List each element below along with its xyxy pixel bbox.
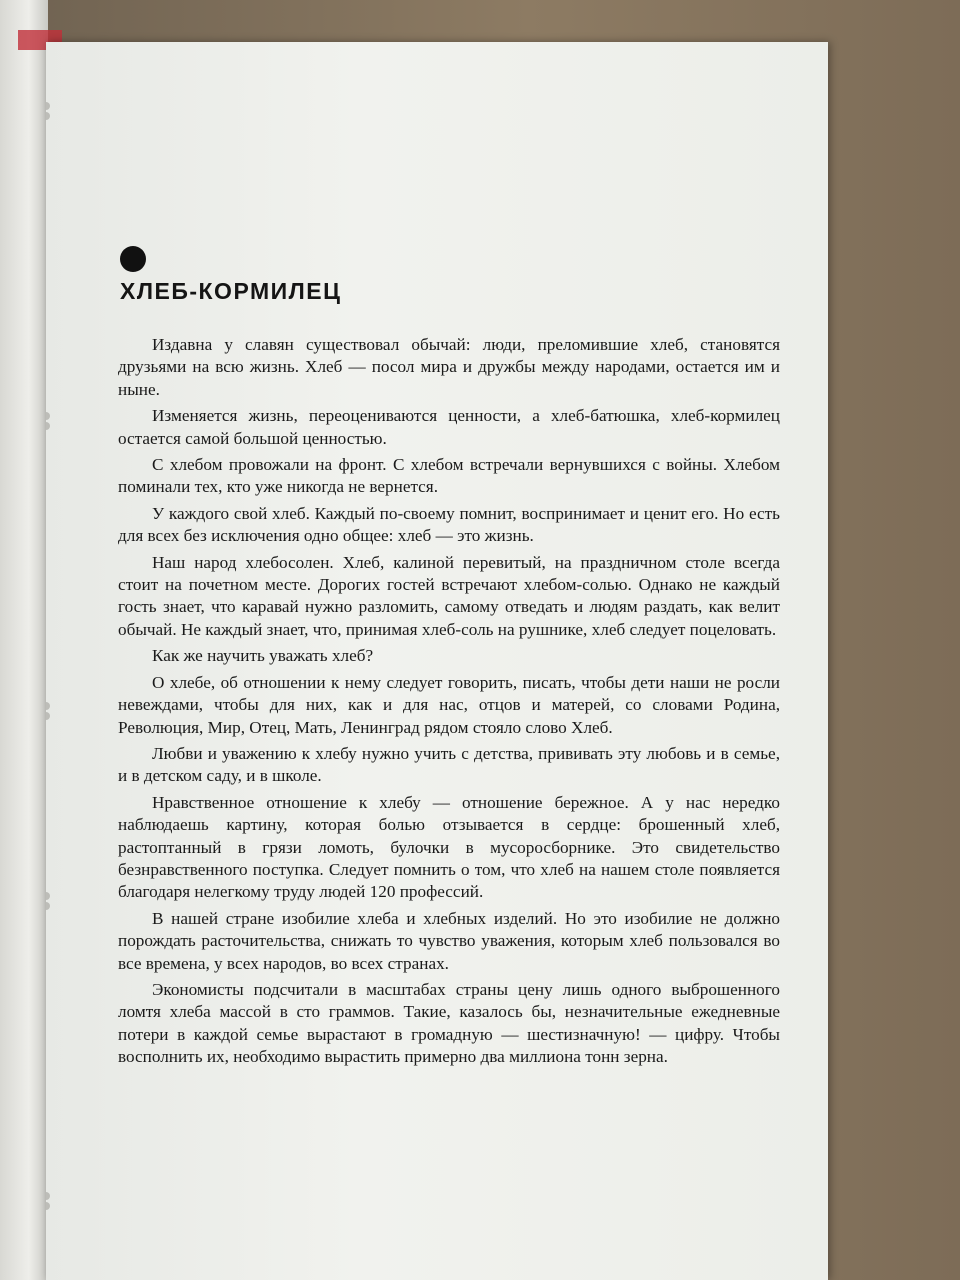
paragraph: О хлебе, об отношении к нему следует говорить, писать, чтобы дети наши не росли невеждами, чтобы для них, как и для нас, отцов и матерей, со словами Родина, Революция, Мир, Отец, Мать, Ленинград рядом стояло слово Хлеб. (118, 672, 780, 737)
book-edge (0, 0, 48, 1280)
paragraph: Любви и уважению к хлебу нужно учить с детства, прививать эту любовь и в семье, и в детском саду, и в школе. (118, 743, 780, 786)
paragraph: Наш народ хлебосолен. Хлеб, калиной перевитый, на праздничном столе всегда стоит на почетном месте. Дорогих гостей встречают хлебом-солью. Однако не каждый гость знает, что каравай нужно разломить, самому отведать и людям раздать, как велит обычай. Не каждый знает, что, принимая хлеб-соль на рушнике, хлеб следует поцеловать. (118, 552, 780, 639)
paragraph: Нравственное отношение к хлебу — отношение бережное. А у нас нередко наблюдаешь картину, которая болью отзывается в сердце: брошенный хлеб, растоптанный в грязи ломоть, булочки в мусоросборнике. Это свидетельство безнравственного поступка. Следует помнить о том, что хлеб на нашем столе появляется благодаря нелегкому труду людей 120 профессий. (118, 792, 780, 902)
paragraph: Изменяется жизнь, переоцениваются ценности, а хлеб-батюшка, хлеб-кормилец остается самой большой ценностью. (118, 406, 780, 448)
paragraph: Экономисты подсчитали в масштабах страны цену лишь одного выброшенного ломтя хлеба массой в сто граммов. Такие, казалось бы, незначительные ежедневные потери в каждой семье вырастают в громадную — шестизначную! — цифру. Чтобы восполнить их, необходимо вырастить примерно два миллиона тонн зерна. (118, 979, 780, 1067)
paragraph: Как же научить уважать хлеб? (152, 646, 374, 666)
article-body (118, 334, 780, 1073)
paragraph: В нашей стране изобилие хлеба и хлебных изделий. Но это изобилие не должно порождать расточительства, снижать то чувство уважения, которым хлеб пользовался во все времена, у всех народов, во всех странах. (118, 908, 780, 973)
book-page (46, 42, 828, 1280)
article-title: ХЛЕБ-КОРМИЛЕЦ (120, 278, 342, 304)
paragraph: У каждого свой хлеб. Каждый по-своему помнит, воспринимает и ценит его. Но есть для всех без исключения одно общее: хлеб — это жизнь. (118, 503, 780, 546)
paragraph: С хлебом провожали на фронт. С хлебом встречали вернувшихся с войны. Хлебом поминали тех, кто уже никогда не вернется. (118, 455, 780, 497)
paragraph: Издавна у славян существовал обычай: люди, преломившие хлеб, становятся друзьями на всю жизнь. Хлеб — посол мира и дружбы между народами, остается им и ныне. (118, 335, 780, 399)
section-bullet-icon (120, 246, 146, 272)
